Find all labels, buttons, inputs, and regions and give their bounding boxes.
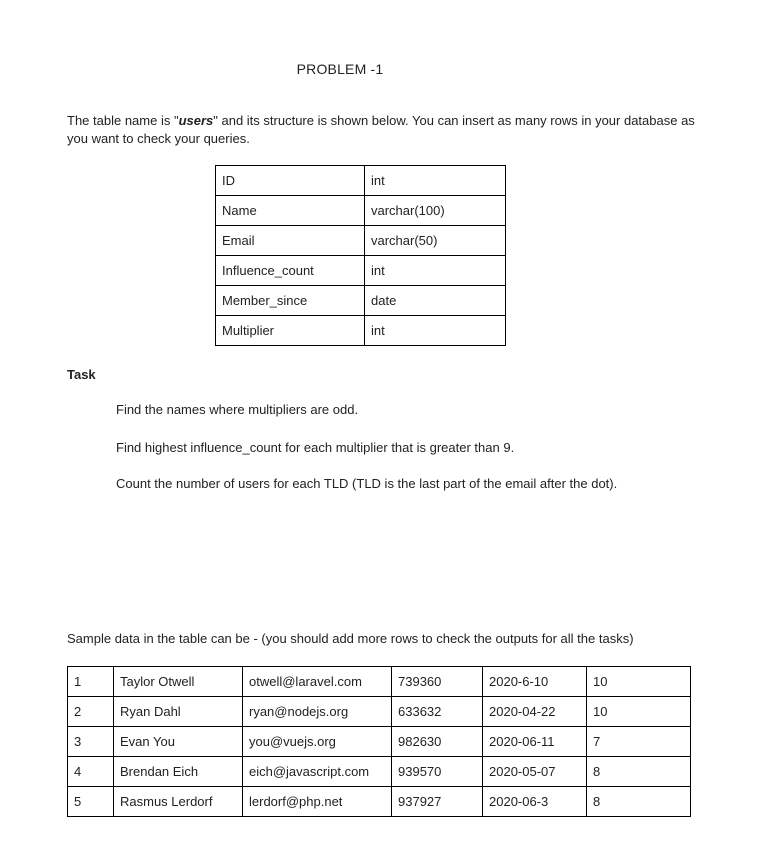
- cell-influence: 633632: [392, 697, 483, 727]
- cell-influence: 982630: [392, 727, 483, 757]
- schema-row: [216, 256, 506, 286]
- table-row: [68, 697, 691, 727]
- task-item-2: Find highest influence_count for each multiplier that is greater than 9.: [116, 440, 515, 455]
- cell-id: 4: [68, 757, 114, 787]
- cell-member-since: 2020-04-22: [483, 697, 587, 727]
- schema-field: Member_since: [216, 286, 365, 316]
- cell-influence: 939570: [392, 757, 483, 787]
- cell-name: Ryan Dahl: [114, 697, 243, 727]
- cell-member-since: 2020-06-11: [483, 727, 587, 757]
- cell-member-since: 2020-6-10: [483, 667, 587, 697]
- cell-multiplier: 8: [587, 757, 691, 787]
- cell-id: 1: [68, 667, 114, 697]
- cell-email: ryan@nodejs.org: [243, 697, 392, 727]
- schema-row: [216, 226, 506, 256]
- cell-name: Brendan Eich: [114, 757, 243, 787]
- sample-intro: Sample data in the table can be - (you should add more rows to check the outputs for all the tasks): [67, 631, 634, 646]
- schema-row: [216, 286, 506, 316]
- schema-type: varchar(100): [365, 196, 506, 226]
- schema-row: [216, 196, 506, 226]
- cell-multiplier: 10: [587, 697, 691, 727]
- schema-row: [216, 166, 506, 196]
- sample-data-table: [67, 666, 691, 817]
- cell-name: Taylor Otwell: [114, 667, 243, 697]
- cell-name: Evan You: [114, 727, 243, 757]
- cell-name: Rasmus Lerdorf: [114, 787, 243, 817]
- page-title: PROBLEM -1: [296, 61, 384, 77]
- cell-email: you@vuejs.org: [243, 727, 392, 757]
- task-heading: Task: [67, 367, 96, 382]
- cell-id: 5: [68, 787, 114, 817]
- task-item-1: Find the names where multipliers are odd.: [116, 402, 359, 417]
- schema-field: ID: [216, 166, 365, 196]
- schema-field: Name: [216, 196, 365, 226]
- schema-field: Email: [216, 226, 365, 256]
- table-row: [68, 787, 691, 817]
- cell-multiplier: 8: [587, 787, 691, 817]
- schema-type: varchar(50): [365, 226, 506, 256]
- schema-row: [216, 316, 506, 346]
- schema-type: date: [365, 286, 506, 316]
- cell-influence: 937927: [392, 787, 483, 817]
- intro-text-before: The table name is ": [67, 113, 179, 128]
- cell-influence: 739360: [392, 667, 483, 697]
- cell-email: eich@javascript.com: [243, 757, 392, 787]
- task-item-3: Count the number of users for each TLD (TLD is the last part of the email after the dot).: [116, 476, 618, 491]
- table-row: [68, 667, 691, 697]
- schema-type: int: [365, 316, 506, 346]
- schema-type: int: [365, 256, 506, 286]
- schema-type: int: [365, 166, 506, 196]
- cell-multiplier: 7: [587, 727, 691, 757]
- cell-multiplier: 10: [587, 667, 691, 697]
- cell-member-since: 2020-06-3: [483, 787, 587, 817]
- intro-paragraph: [67, 112, 707, 148]
- cell-id: 2: [68, 697, 114, 727]
- schema-field: Influence_count: [216, 256, 365, 286]
- schema-field: Multiplier: [216, 316, 365, 346]
- cell-email: otwell@laravel.com: [243, 667, 392, 697]
- intro-text-after: " and its structure is shown below. You can insert as many rows in your database as you want to check your queries.: [67, 113, 695, 146]
- schema-table: [215, 165, 506, 346]
- table-name: users: [178, 113, 214, 128]
- table-row: [68, 757, 691, 787]
- cell-id: 3: [68, 727, 114, 757]
- cell-member-since: 2020-05-07: [483, 757, 587, 787]
- cell-email: lerdorf@php.net: [243, 787, 392, 817]
- table-row: [68, 727, 691, 757]
